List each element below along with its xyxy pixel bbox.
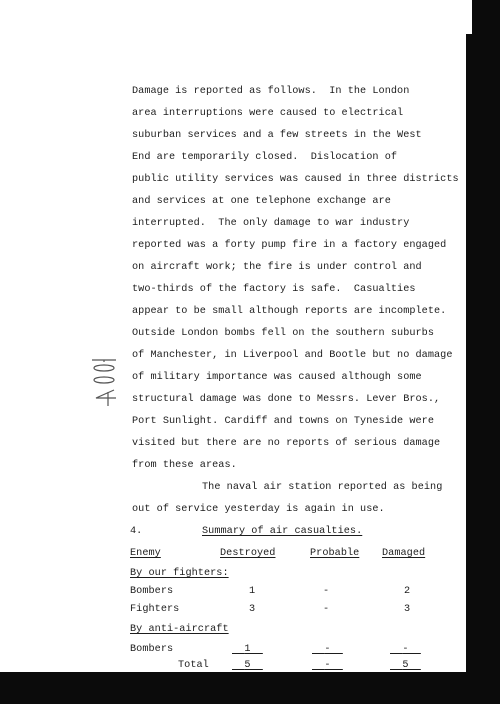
total-destroyed bbox=[232, 660, 263, 672]
paragraph-line: on aircraft work; the fire is under control and bbox=[132, 262, 422, 273]
paragraph-line: Outside London bombs fell on the southern suburbs bbox=[132, 328, 435, 339]
total-damaged bbox=[390, 660, 421, 672]
row-label: Bombers bbox=[130, 586, 174, 597]
row-probable bbox=[312, 644, 343, 656]
paragraph-line: End are temporarily closed. Dislocation of bbox=[132, 152, 398, 163]
paragraph-line: reported was a forty pump fire in a factory engaged bbox=[132, 240, 447, 251]
total-probable-value: - bbox=[324, 660, 331, 671]
header-enemy: Enemy bbox=[130, 548, 161, 559]
section-title: Summary of air casualties. bbox=[202, 526, 363, 537]
paragraph-line: two-thirds of the factory is safe. Casualties bbox=[132, 284, 416, 295]
header-probable: Probable bbox=[310, 548, 360, 559]
row-destroyed: 1 bbox=[249, 586, 256, 597]
paragraph-line: appear to be small although reports are incomplete. bbox=[132, 306, 447, 317]
naval-line: The naval air station reported as being bbox=[202, 482, 443, 493]
paragraph-line: Damage is reported as follows. In the London bbox=[132, 86, 410, 97]
paragraph-line: and services at one telephone exchange are bbox=[132, 196, 391, 207]
paragraph-line: interrupted. The only damage to war industry bbox=[132, 218, 410, 229]
row-destroyed bbox=[232, 644, 263, 656]
total-probable bbox=[312, 660, 343, 672]
row-probable: - bbox=[323, 604, 330, 615]
row-destroyed-value: 1 bbox=[244, 644, 251, 655]
scan-edge-bottom bbox=[0, 672, 500, 704]
row-label: Bombers bbox=[130, 644, 174, 655]
paragraph-line: of Manchester, in Liverpool and Bootle but no damage bbox=[132, 350, 453, 361]
row-label: Fighters bbox=[130, 604, 180, 615]
row-destroyed: 3 bbox=[249, 604, 256, 615]
row-damaged: 3 bbox=[404, 604, 411, 615]
handwritten-margin-number bbox=[88, 350, 120, 410]
paragraph-line: of military importance was caused although some bbox=[132, 372, 422, 383]
scan-edge-notch bbox=[466, 0, 472, 34]
header-destroyed: Destroyed bbox=[220, 548, 276, 559]
section-number: 4. bbox=[130, 526, 143, 537]
row-damaged bbox=[390, 644, 421, 656]
paragraph-line: area interruptions were caused to electrical bbox=[132, 108, 404, 119]
paragraph-line: from these areas. bbox=[132, 460, 237, 471]
row-damaged-value: - bbox=[402, 644, 409, 655]
total-damaged-value: 5 bbox=[402, 660, 409, 671]
paragraph-line: public utility services was caused in three districts bbox=[132, 174, 459, 185]
group-label-fighters: By our fighters: bbox=[130, 568, 229, 579]
total-label: Total bbox=[178, 660, 209, 671]
scan-edge-right bbox=[466, 0, 500, 704]
paragraph-line: suburban services and a few streets in the West bbox=[132, 130, 422, 141]
group-label-anti-aircraft: By anti-aircraft bbox=[130, 624, 229, 635]
naval-line: out of service yesterday is again in use. bbox=[132, 504, 385, 515]
paragraph-line: structural damage was done to Messrs. Lever Bros., bbox=[132, 394, 441, 405]
header-damaged: Damaged bbox=[382, 548, 426, 559]
row-probable: - bbox=[323, 586, 330, 597]
total-destroyed-value: 5 bbox=[244, 660, 251, 671]
paragraph-line: Port Sunlight. Cardiff and towns on Tyneside were bbox=[132, 416, 435, 427]
row-probable-value: - bbox=[324, 644, 331, 655]
row-damaged: 2 bbox=[404, 586, 411, 597]
paragraph-line: visited but there are no reports of serious damage bbox=[132, 438, 441, 449]
